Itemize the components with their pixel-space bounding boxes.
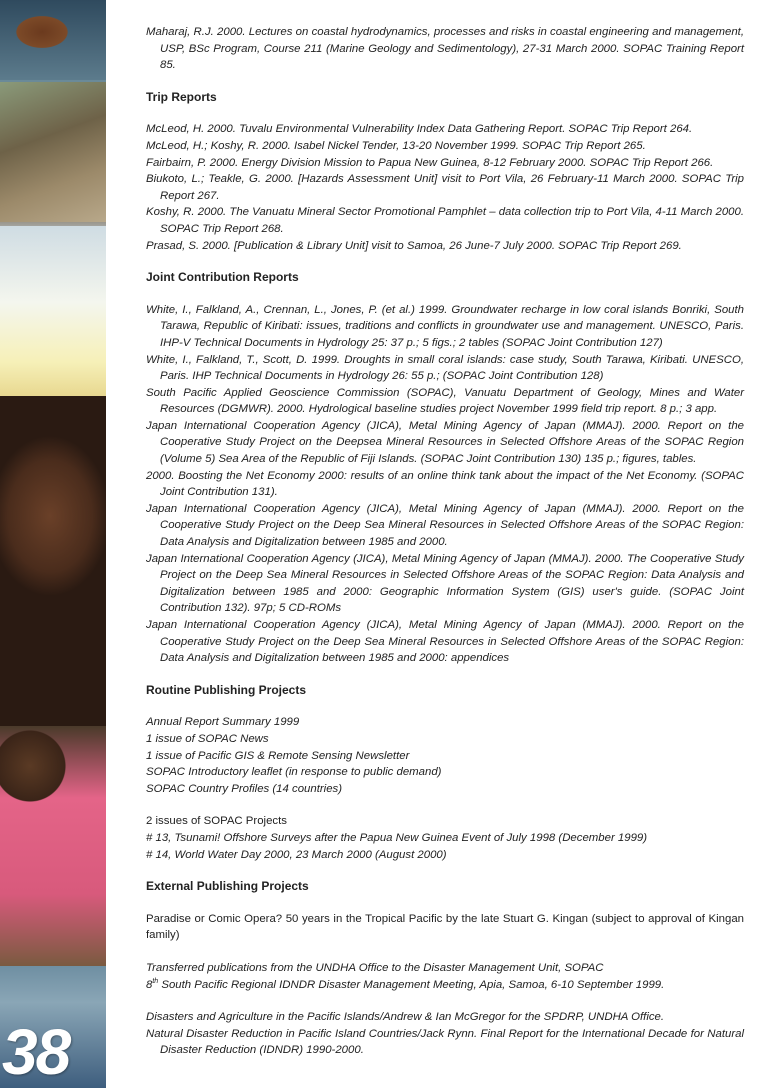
disasters-entry: Disasters and Agriculture in the Pacific Islands/Andrew & Ian McGregor for the SPDRP, UNDHA Office. [146,1011,665,1024]
girl-washing-photo [0,726,106,966]
joint-contribution-heading: Joint Contribution Reports [146,270,299,285]
external-publishing-heading: External Publishing Projects [146,879,309,894]
list-item: SOPAC Country Profiles (14 countries) [146,782,343,795]
spacer [146,944,744,960]
list-item: Japan International Cooperation Agency (JICA), Metal Mining Agency of Japan (MMAJ). 2000. Report on the Cooperative Study Project on the Deep Sea Mineral Resources in Selected Offshore Areas of the SOPAC Region: Data Analysis and Digitalization between 1985 and 2000. [146,502,744,549]
trip-reports-list [146,121,744,254]
routine-publishing-heading: Routine Publishing Projects [146,682,307,697]
list-item: White, I., Falkland, T., Scott, D. 1999. Droughts in small coral islands: case study, South Tarawa, Kiribati. UNESCO, Paris. IHP Technical Documents in Hydrology 26: 55 p.; (SOPAC Joint Contribution 128) [146,353,744,383]
list-item: 1 issue of SOPAC News [146,732,269,745]
photo-strip [0,0,106,1088]
list-item: 1 issue of Pacific GIS & Remote Sensing Newsletter [146,749,410,762]
list-item: Biukoto, L.; Teakle, G. 2000. [Hazards Assessment Unit] visit to Port Vila, 26 February-11 March 2000. SOPAC Trip Report 267. [146,173,744,202]
list-item: Koshy, R. 2000. The Vanuatu Mineral Sector Promotional Pamphlet – data collection trip to Port Vila, 4-11 March 2000. SOPAC Trip Report 268. [146,206,744,235]
list-item: Annual Report Summary 1999 [146,716,300,729]
list-item: Japan International Cooperation Agency (JICA), Metal Mining Agency of Japan (MMAJ). 2000. Report on the Cooperative Study Project on the Deepsea Mineral Resources in Selected Offshore Areas of the SOPAC Region (Volume 5) Sea Area of the Republic of Fiji Islands. (SOPAC Joint Contribution 130) 135 p.; figures, tables. [146,419,744,466]
meeting-ordinal: 8 [146,978,153,991]
list-item: South Pacific Applied Geoscience Commission (SOPAC), Vanuatu Department of Geology, Mines and Water Resources (DGMWR). 2000. Hydrological baseline studies project November 1999 field trip report. 8 p.; 3 app. [146,386,744,416]
joint-contribution-list [146,302,744,667]
page-number: 38 [2,1016,70,1088]
island-photo [0,0,106,80]
list-item: Japan International Cooperation Agency (JICA), Metal Mining Agency of Japan (MMAJ). 2000. The Cooperative Study Project on the Deep Sea Mineral Resources in Selected Offshore Areas of the SOPAC Region: Data Analysis and Digitalization between 1985 and 2000: Geographic Information System (GIS) user's guide. (SOPAC Joint Contribution 132). 97p; 5 CD-ROMs [146,552,744,615]
list-item: McLeod, H.; Koshy, R. 2000. Isabel Nickel Tender, 13-20 November 1999. SOPAC Trip Report 265. [146,139,646,152]
external-publishing-list [146,911,744,1059]
routine-publishing-list [146,714,744,863]
list-item: # 14, World Water Day 2000, 23 March 2000 (August 2000) [146,848,447,861]
list-item: White, I., Falkland, A., Crennan, L., Jones, P. (et al.) 1999. Groundwater recharge in low coral islands Bonriki, South Tarawa, Republic of Kiribati: issues, traditions and conflicts in groundwater use and management. UNESCO, Paris. IHP-V Technical Documents in Hydrology 25: 37 p.; 5 figs.; 2 tables (SOPAC Joint Contribution 127) [146,303,744,349]
workers-photo [0,82,106,222]
projects-intro: 2 issues of SOPAC Projects [146,815,287,828]
list-item: Fairbairn, P. 2000. Energy Division Mission to Papua New Guinea, 8-12 February 2000. SOPAC Trip Report 266. [146,156,714,169]
meeting-ordinal-suffix: th [152,977,159,985]
list-item: # 13, Tsunami! Offshore Surveys after the Papua New Guinea Event of July 1998 (December 1999) [146,831,648,844]
list-item: McLeod, H. 2000. Tuvalu Environmental Vulnerability Index Data Gathering Report. SOPAC Trip Report 264. [146,123,693,136]
reduction-entry: Natural Disaster Reduction in Pacific Island Countries/Jack Rynn. Final Report for the International Decade for Natural Disaster Reduction (IDNDR) 1990-2000. [146,1027,744,1057]
meeting-entry [146,977,744,994]
meeting-text: South Pacific Regional IDNDR Disaster Management Meeting, Apia, Samoa, 6-10 September 1999. [158,978,665,991]
spacer [146,797,744,813]
paradise-entry: Paradise or Comic Opera? 50 years in the Tropical Pacific by the late Stuart G. Kingan (subject to approval of Kingan family) [146,912,744,942]
spacer [146,993,744,1009]
intro-reference: Maharaj, R.J. 2000. Lectures on coastal hydrodynamics, processes and risks in coastal engineering and management, USP, BSc Program, Course 211 (Marine Geology and Sedimentology), 27-31 March 2000. SOPAC Training Report 85. [146,26,744,72]
list-item: Japan International Cooperation Agency (JICA), Metal Mining Agency of Japan (MMAJ). 2000. Report on the Cooperative Study Project on the Deep Sea Mineral Resources in Selected Offshore Areas of the SOPAC Region: Data Analysis and Digitalization between 1985 and 2000: appendices [146,619,744,665]
list-item: Prasad, S. 2000. [Publication & Library Unit] visit to Samoa, 26 June-7 July 2000. SOPAC Trip Report 269. [146,239,682,252]
sky-photo [0,226,106,396]
trip-reports-heading: Trip Reports [146,89,217,104]
list-item: SOPAC Introductory leaflet (in response to public demand) [146,766,442,779]
main-text [146,24,744,1059]
child-drinking-photo [0,396,106,726]
list-item: 2000. Boosting the Net Economy 2000: results of an online think tank about the impact of the Net Economy. (SOPAC Joint Contribution 131). [146,469,744,499]
transferred-entry: Transferred publications from the UNDHA Office to the Disaster Management Unit, SOPAC [146,961,604,974]
